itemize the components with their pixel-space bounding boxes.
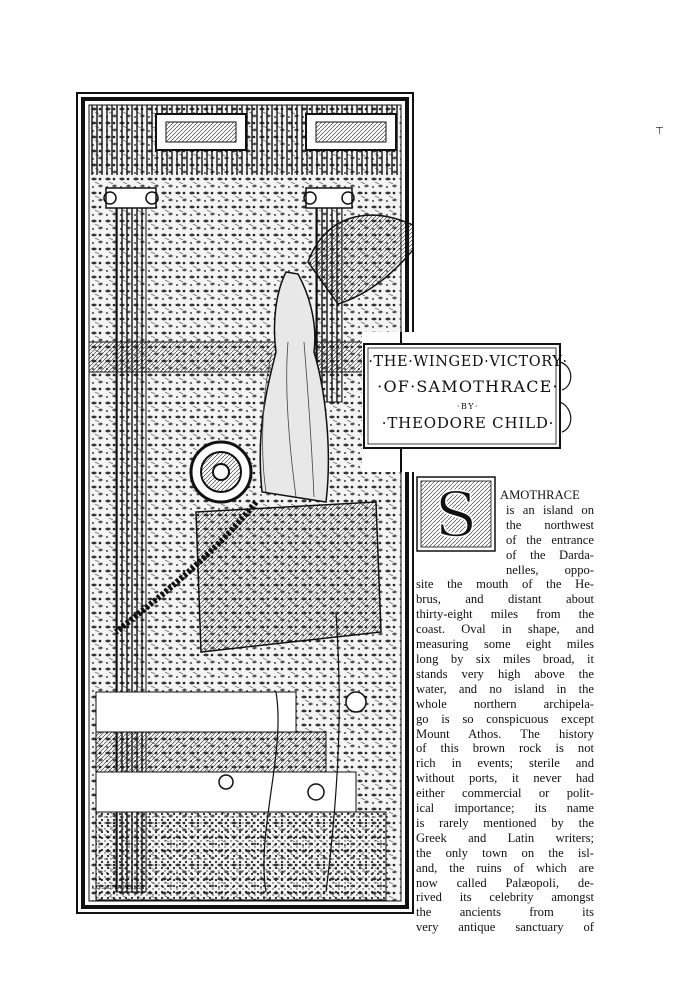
body-line: is rarely mentioned by the [416, 815, 594, 830]
body-line: the ancients from its [416, 905, 594, 920]
body-line: without ports, it never had [416, 771, 594, 786]
body-line: AMOTHRACE [500, 488, 580, 502]
body-line: rived its celebrity amongst [416, 890, 594, 905]
body-line: whole northern archipela- [416, 696, 594, 711]
body-line: now called Palæopoli, de- [416, 875, 594, 890]
body-line: coast. Oval in shape, and [416, 622, 594, 637]
body-line: and, the ruins of which are [416, 860, 594, 875]
title-author: ·THEODORE CHILD· [381, 414, 555, 432]
body-line: thirty-eight miles from the [416, 607, 594, 622]
artist-signature: L.O.SLOTER·MERSON [92, 885, 145, 891]
body-line: water, and no island in the [416, 681, 594, 696]
title-by: ·BY· [456, 402, 480, 411]
title-line-2: ·OF·SAMOTHRACE· [377, 377, 559, 396]
illustration-winged-victory [76, 92, 414, 914]
body-line: site the mouth of the He- [416, 577, 594, 592]
title-line-1: ·THE·WINGED·VICTORY· [368, 354, 568, 370]
body-line: long by six miles broad, it [416, 651, 594, 666]
body-line: Mount Athos. The history [416, 726, 594, 741]
body-line: very antique sanctuary of [416, 920, 594, 935]
body-line: of this brown rock is not [416, 741, 594, 756]
body-line: nelles, oppo- [506, 562, 594, 577]
body-line: measuring some eight miles [416, 637, 594, 652]
body-line: the northwest [506, 517, 594, 532]
body-line: the only town on the isl- [416, 845, 594, 860]
body-line: rich in events; sterile and [416, 756, 594, 771]
body-line: ical importance; its name [416, 801, 594, 816]
body-line: Greek and Latin writers; [416, 830, 594, 845]
body-line: either commercial or polit- [416, 786, 594, 801]
body-line: is an island on [506, 502, 594, 517]
body-line: go is so conspicuous except [416, 711, 594, 726]
page-mark: ⊤ [655, 126, 664, 137]
body-line: brus, and distant about [416, 592, 594, 607]
body-line: of the entrance [506, 532, 594, 547]
body-line: of the Darda- [506, 547, 594, 562]
dropcap-letter: S [434, 478, 478, 551]
article-body [416, 488, 594, 935]
body-line: stands very high above the [416, 666, 594, 681]
